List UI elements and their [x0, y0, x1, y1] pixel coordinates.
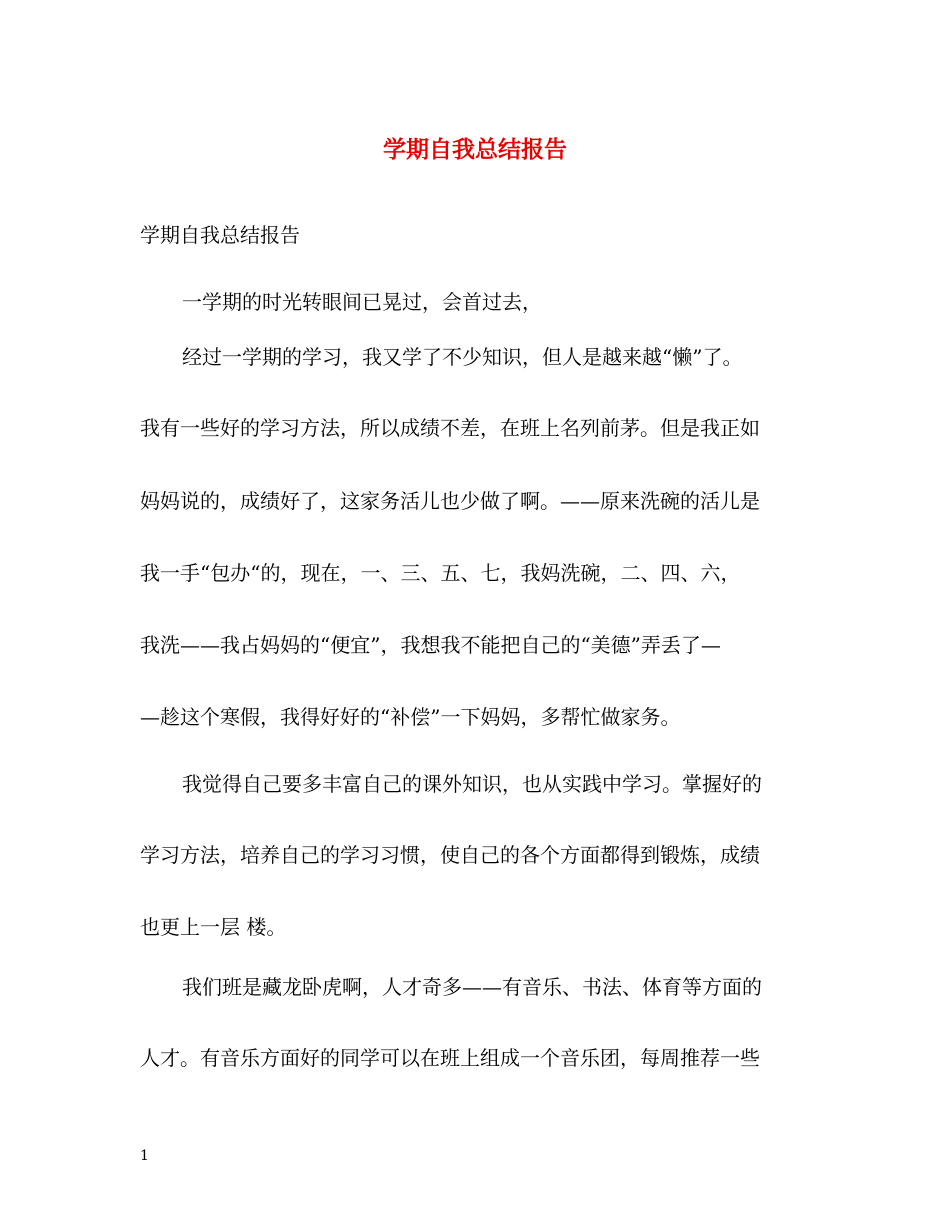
paragraph-line: 经过一学期的学习，我又学了不少知识，但人是越来越“懒”了。 — [182, 345, 743, 369]
paragraph-line: 我有一些好的学习方法，所以成绩不差，在班上名列前茅。但是我正如 — [140, 416, 760, 440]
paragraph-line: 我一手“包办“的，现在，一、三、五、七，我妈洗碗，二、四、六， — [140, 561, 741, 585]
paragraph-line: 一学期的时光转眼间已晃过，会首过去， — [182, 290, 542, 314]
paragraph-line: —趁这个寒假，我得好好的“补偿”一下妈妈，多帮忙做家务。 — [140, 705, 681, 729]
paragraph-line: 人才。有音乐方面好的同学可以在班上组成一个音乐团，每周推荐一些 — [140, 1046, 760, 1070]
document-title: 学期自我总结报告 — [383, 136, 567, 163]
paragraph-line: 我觉得自己要多丰富自己的课外知识，也从实践中学习。掌握好的 — [182, 772, 762, 796]
paragraph-line: 也更上一层 楼。 — [140, 915, 287, 939]
paragraph-line: 我们班是藏龙卧虎啊，人才奇多——有音乐、书法、体育等方面的 — [182, 975, 762, 999]
document-subtitle: 学期自我总结报告 — [140, 223, 300, 247]
paragraph-line: 妈妈说的，成绩好了，这家务活儿也少做了啊。——原来洗碗的活儿是 — [140, 489, 760, 513]
paragraph-line: 我洗——我占妈妈的“便宜”，我想我不能把自己的“美德”弄丢了— — [140, 633, 721, 657]
paragraph-line: 学习方法，培养自己的学习习惯，使自己的各个方面都得到锻炼，成绩 — [140, 843, 760, 867]
page-number: 1 — [140, 1148, 149, 1164]
